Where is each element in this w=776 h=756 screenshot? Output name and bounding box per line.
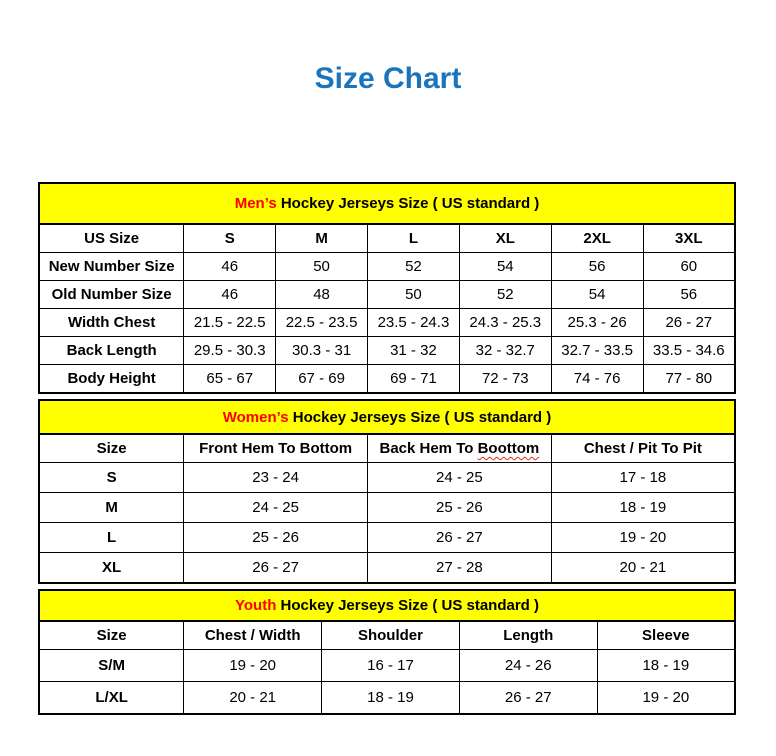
womens-section-header (39, 400, 735, 434)
cell: 52 (368, 253, 460, 281)
column-header: Size (39, 621, 184, 650)
womens-section-header-row (39, 400, 735, 434)
table-row (39, 493, 735, 523)
youth-section-highlight: Youth (235, 597, 277, 614)
mens-size-table (38, 182, 736, 394)
row-label: XL (39, 553, 184, 584)
cell: 56 (643, 281, 735, 309)
cell: 24.3 - 25.3 (459, 309, 551, 337)
table-row (39, 650, 735, 682)
column-header: Chest / Width (184, 621, 322, 650)
cell: 52 (459, 281, 551, 309)
cell: 20 - 21 (551, 553, 735, 584)
column-header: L (368, 224, 460, 253)
row-label: Old Number Size (39, 281, 184, 309)
row-label: S (39, 463, 184, 493)
cell: 77 - 80 (643, 365, 735, 394)
table-row (39, 553, 735, 584)
youth-section-header (39, 590, 735, 621)
cell: 24 - 25 (184, 493, 368, 523)
youth-section-title-rest: Hockey Jerseys Size ( US standard ) (280, 597, 539, 614)
size-tables-container (38, 182, 736, 720)
cell: 17 - 18 (551, 463, 735, 493)
cell: 19 - 20 (597, 682, 735, 715)
table-row (39, 682, 735, 715)
cell: 60 (643, 253, 735, 281)
cell: 72 - 73 (459, 365, 551, 394)
youth-section-header-row (39, 590, 735, 621)
cell: 25 - 26 (368, 493, 552, 523)
womens-column-header-row (39, 434, 735, 463)
mens-section-highlight: Men’s (234, 195, 277, 212)
cell: 26 - 27 (184, 553, 368, 584)
mens-section-header (39, 183, 735, 224)
youth-column-header-row (39, 621, 735, 650)
column-header: Front Hem To Bottom (184, 434, 368, 463)
cell: 32 - 32.7 (459, 337, 551, 365)
cell: 54 (551, 281, 643, 309)
cell: 18 - 19 (597, 650, 735, 682)
table-row (39, 253, 735, 281)
column-header: 2XL (551, 224, 643, 253)
cell: 24 - 26 (459, 650, 597, 682)
column-header: US Size (39, 224, 184, 253)
cell: 54 (459, 253, 551, 281)
cell: 50 (368, 281, 460, 309)
cell: 23.5 - 24.3 (368, 309, 460, 337)
cell: 69 - 71 (368, 365, 460, 394)
column-header: Chest / Pit To Pit (551, 434, 735, 463)
mens-section-title-rest: Hockey Jerseys Size ( US standard ) (280, 195, 540, 212)
womens-size-table (38, 399, 736, 584)
row-label: Body Height (39, 365, 184, 394)
cell: 67 - 69 (276, 365, 368, 394)
column-header: M (276, 224, 368, 253)
column-header: XL (459, 224, 551, 253)
table-row (39, 309, 735, 337)
mens-section-header-row (39, 183, 735, 224)
cell: 32.7 - 33.5 (551, 337, 643, 365)
cell: 46 (184, 281, 276, 309)
row-label: L (39, 523, 184, 553)
row-label: Back Length (39, 337, 184, 365)
cell: 19 - 20 (551, 523, 735, 553)
column-header: Sleeve (597, 621, 735, 650)
table-row (39, 337, 735, 365)
cell: 16 - 17 (322, 650, 460, 682)
cell: 56 (551, 253, 643, 281)
column-header-misspelled (368, 434, 552, 463)
row-label: M (39, 493, 184, 523)
cell: 65 - 67 (184, 365, 276, 394)
cell: 26 - 27 (459, 682, 597, 715)
cell: 31 - 32 (368, 337, 460, 365)
table-row (39, 365, 735, 394)
column-header: 3XL (643, 224, 735, 253)
cell: 25 - 26 (184, 523, 368, 553)
cell: 20 - 21 (184, 682, 322, 715)
cell: 48 (276, 281, 368, 309)
spellcheck-squiggle-word: Boottom (477, 440, 540, 457)
column-header: Length (459, 621, 597, 650)
table-row (39, 523, 735, 553)
row-label: L/XL (39, 682, 184, 715)
cell: 19 - 20 (184, 650, 322, 682)
cell: 30.3 - 31 (276, 337, 368, 365)
youth-size-table (38, 589, 736, 715)
cell: 18 - 19 (322, 682, 460, 715)
cell: 74 - 76 (551, 365, 643, 394)
cell: 33.5 - 34.6 (643, 337, 735, 365)
mens-column-header-row (39, 224, 735, 253)
header-text: Back Hem To (379, 440, 474, 457)
cell: 26 - 27 (368, 523, 552, 553)
cell: 18 - 19 (551, 493, 735, 523)
cell: 27 - 28 (368, 553, 552, 584)
column-header: S (184, 224, 276, 253)
cell: 46 (184, 253, 276, 281)
row-label: Width Chest (39, 309, 184, 337)
cell: 23 - 24 (184, 463, 368, 493)
cell: 26 - 27 (643, 309, 735, 337)
cell: 21.5 - 22.5 (184, 309, 276, 337)
table-row (39, 463, 735, 493)
cell: 29.5 - 30.3 (184, 337, 276, 365)
cell: 50 (276, 253, 368, 281)
cell: 24 - 25 (368, 463, 552, 493)
column-header: Shoulder (322, 621, 460, 650)
cell: 22.5 - 23.5 (276, 309, 368, 337)
womens-section-title-rest: Hockey Jerseys Size ( US standard ) (292, 408, 552, 426)
row-label: New Number Size (39, 253, 184, 281)
cell: 25.3 - 26 (551, 309, 643, 337)
column-header: Size (39, 434, 184, 463)
page-title: Size Chart (314, 62, 462, 95)
table-row (39, 281, 735, 309)
row-label: S/M (39, 650, 184, 682)
womens-section-highlight: Women’s (222, 408, 289, 426)
